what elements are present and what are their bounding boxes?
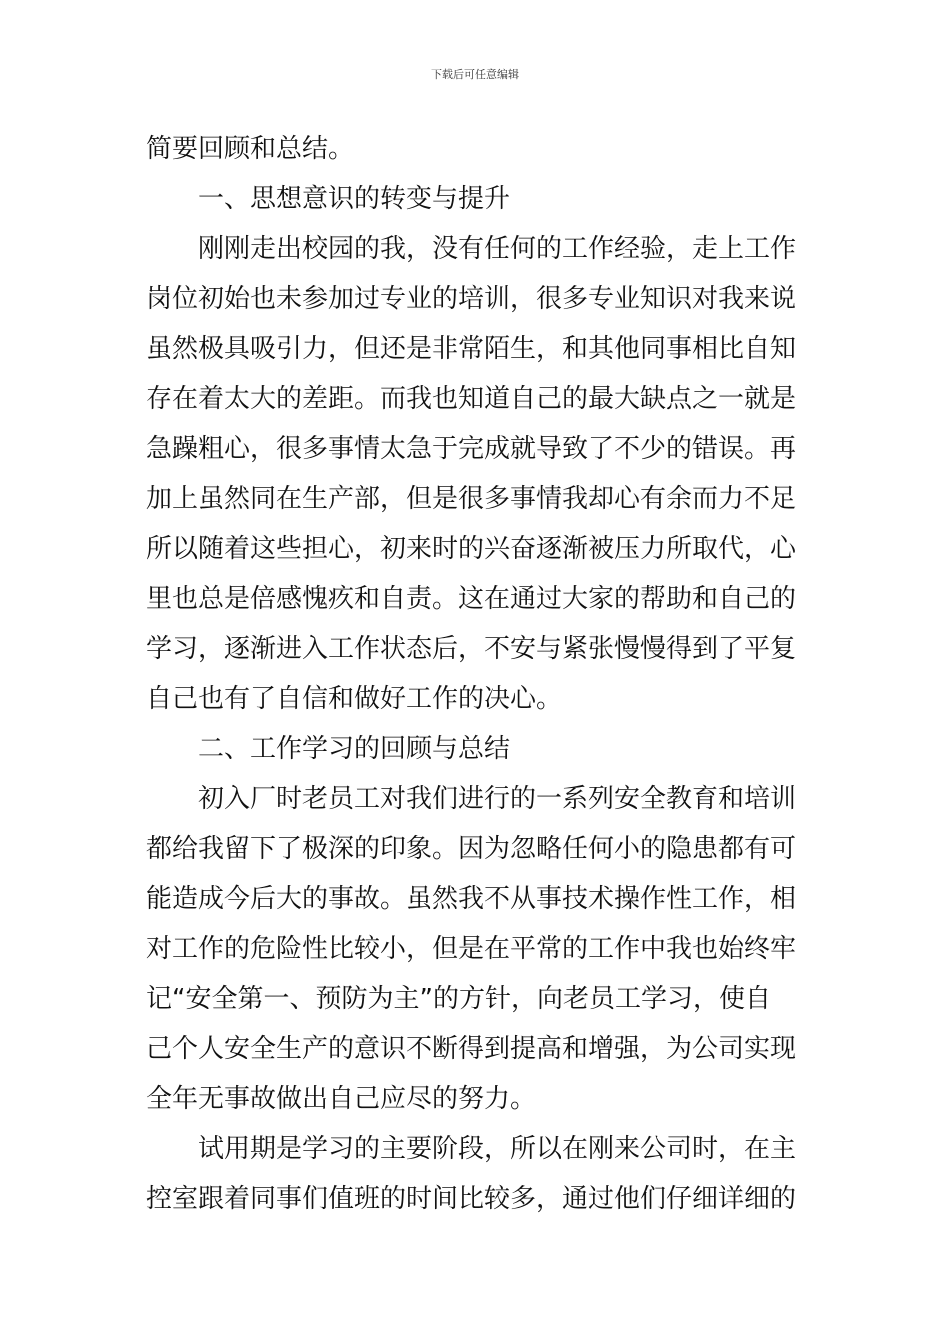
text-line: 对工作的危险性比较小，但是在平常的工作中我也始终牢 (146, 934, 797, 964)
text-line: 己个人安全生产的意识不断得到提高和增强，为公司实现 (146, 1034, 797, 1064)
text-line: 虽然极具吸引力，但还是非常陌生，和其他同事相比自知 (146, 334, 797, 364)
text-line: 试用期是学习的主要阶段，所以在刚来公司时，在主 (146, 1134, 797, 1164)
text-line: 里也总是倍感愧疚和自责。这在通过大家的帮助和自己的 (146, 584, 797, 614)
text-line: 简要回顾和总结。 (146, 134, 355, 164)
text-line: 能造成今后大的事故。虽然我不从事技术操作性工作，相 (146, 884, 797, 914)
text-line: 全年无事故做出自己应尽的努力。 (146, 1084, 537, 1114)
text-line: 刚刚走出校园的我，没有任何的工作经验，走上工作 (146, 234, 797, 264)
text-line: 初入厂时老员工对我们进行的一系列安全教育和培训 (146, 784, 797, 814)
text-line: 岗位初始也未参加过专业的培训，很多专业知识对我来说 (146, 284, 797, 314)
text-line: 急躁粗心，很多事情太急于完成就导致了不少的错误。再 (146, 434, 797, 464)
text-line: 加上虽然同在生产部，但是很多事情我却心有余而力不足 (146, 484, 797, 514)
section-heading: 一、思想意识的转变与提升 (146, 184, 511, 214)
page-header: 下载后可任意编辑 (431, 68, 519, 81)
section-heading: 二、工作学习的回顾与总结 (146, 734, 511, 764)
text-line: 学习，逐渐进入工作状态后，不安与紧张慢慢得到了平复 (146, 634, 797, 664)
text-line: 存在着太大的差距。而我也知道自己的最大缺点之一就是 (146, 384, 797, 414)
text-line: 自己也有了自信和做好工作的决心。 (146, 684, 563, 714)
text-line: 所以随着这些担心，初来时的兴奋逐渐被压力所取代，心 (146, 534, 797, 564)
text-line: 记“安全第一、预防为主”的方针，向老员工学习，使自 (146, 984, 771, 1014)
text-line: 都给我留下了极深的印象。因为忽略任何小的隐患都有可 (146, 834, 797, 864)
text-line: 控室跟着同事们值班的时间比较多，通过他们仔细详细的 (146, 1184, 797, 1214)
